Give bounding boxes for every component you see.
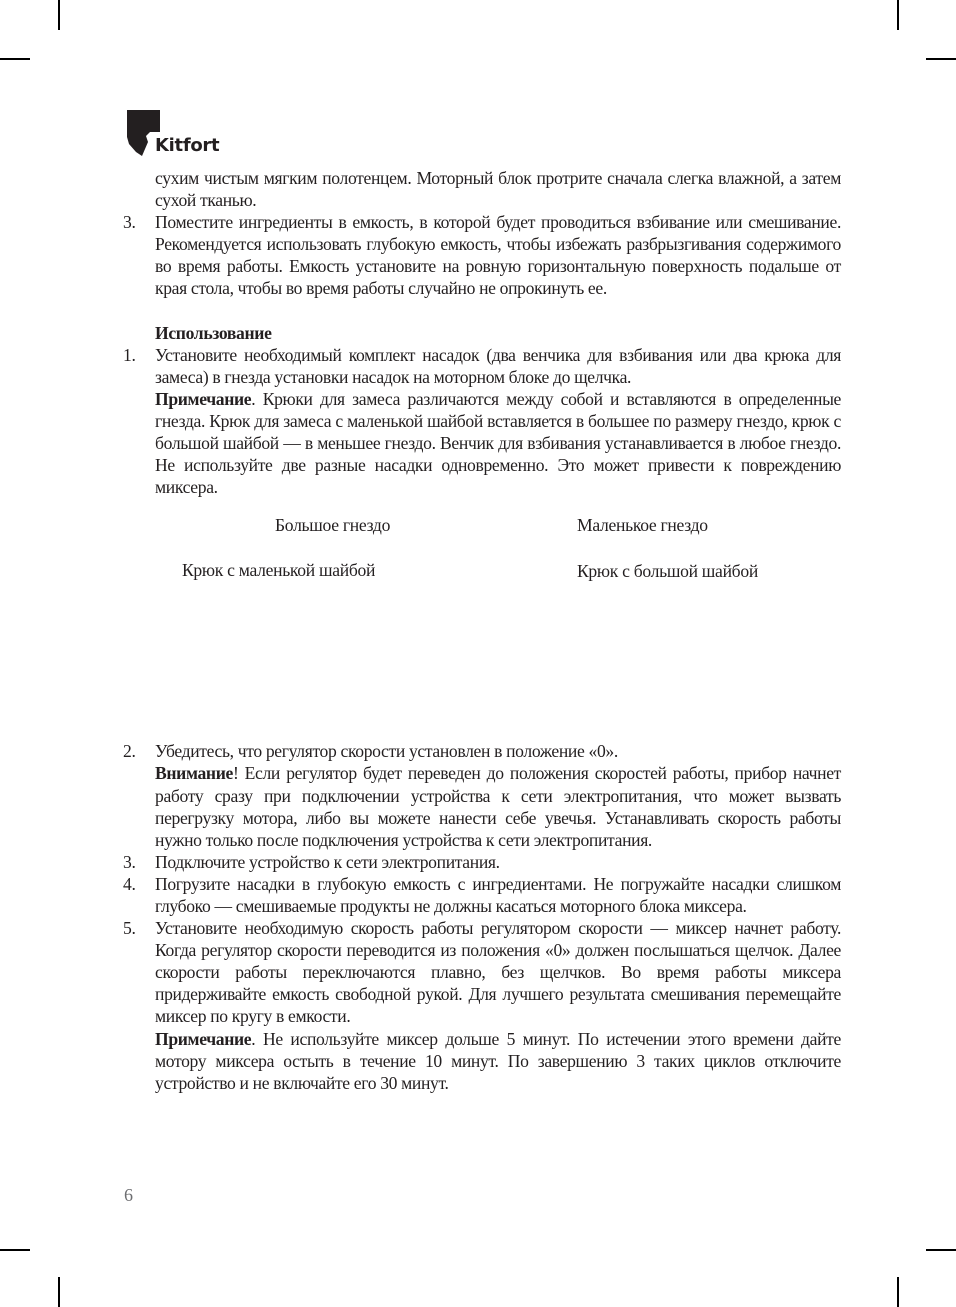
usage-step-2 — [120, 740, 841, 850]
brand-name: Kitfort — [155, 135, 220, 156]
label-small-socket: Маленькое гнездо — [577, 515, 708, 536]
note-label: Примечание — [155, 1028, 252, 1049]
step-number: 3. — [123, 851, 136, 872]
step-text: Установите необходимый комплект насадок (два венчика для взбивания или два крюка для замеса) в гнезда установки насадок на моторном блоке до щелчка. — [155, 344, 841, 387]
usage-step-1 — [120, 344, 841, 499]
step-text: Погрузите насадки в глубокую емкость с ингредиентами. Не погружайте насадки слишком глубоко — смешиваемые продукты не должны касаться моторного блока миксера. — [155, 873, 841, 916]
warning-label: Внимание — [155, 763, 233, 784]
crop-mark — [58, 0, 60, 30]
crop-mark — [0, 58, 30, 60]
crop-mark — [58, 1277, 60, 1307]
prep-step-3 — [120, 211, 841, 299]
warning-text: ! Если регулятор будет переведен до положения скоростей работы, прибор начнет работу сразу при подключении устройства к сети электропитания, что может вызвать перегрузку мотора, либо вы можете нанести себе увечья. Устанавливать скорость работы нужно только после подключения устройства к сети электропитания. — [155, 763, 841, 850]
step-text: Поместите ингредиенты в емкость, в которой будет проводиться взбивание или смешивание. Рекомендуется использовать глубокую емкость, чтобы избежать разбрызгивания содержимого во время работы. Емкость установите на ровную горизонтальную поверхность подальше от края стола, чтобы во время работы случайно не опрокинуть ее. — [155, 212, 841, 299]
attachment-diagram — [120, 498, 841, 740]
note-text: . Не используйте миксер дольше 5 минут. По истечении этого времени дайте мотору миксера остыть в течение 10 минут. По завершению 3 таких циклов отключите устройство и не включайте его 30 минут. — [155, 1028, 841, 1093]
continuation-paragraph: сухим чистым мягким полотенцем. Моторный блок протрите сначала слегка влажной, а затем сухой тканью. — [155, 168, 841, 211]
step-number: 4. — [123, 873, 136, 894]
step-warning — [155, 762, 841, 850]
usage-step-4 — [120, 873, 841, 917]
note-text: . Крюки для замеса различаются между собой и вставляются в определенные гнезда. Крюк для замеса с маленькой шайбой вставляется в большее по размеру гнездо, крюк с большой шайбой — в меньшее гнездо. Венчик для взбивания устанавливается в любое гнездо. Не используйте две разные насадки одновременно. Это может привести к повреждению миксера. — [155, 388, 841, 498]
crop-mark — [926, 1249, 956, 1251]
section-heading: Использование — [155, 322, 272, 343]
page-number: 6 — [124, 1185, 133, 1205]
label-hook-large-washer: Крюк с большой шайбой — [577, 561, 758, 582]
step-number: 1. — [123, 344, 136, 365]
crop-mark — [897, 0, 899, 30]
mixer-sockets-diagram-icon — [120, 498, 841, 740]
note-label: Примечание — [155, 388, 252, 409]
step-text: Установите необходимую скорость работы регулятором скорости — миксер начнет работу. Когда регулятор скорости переводится из положения «0» должен послышаться щелчок. Далее скорости работы переключаются плавно, без щелчков. Во время работы миксера придерживайте емкость свободной рукой. Для лучшего результата смешивания перемещайте миксер по кругу в емкости. — [155, 918, 841, 1027]
step-number: 3. — [123, 212, 136, 233]
step-text: Подключите устройство к сети электропитания. — [155, 851, 500, 872]
step-text: Убедитесь, что регулятор скорости установлен в положение «0». — [155, 741, 618, 762]
usage-step-3 — [120, 851, 841, 873]
step-note — [155, 388, 841, 498]
step-number: 2. — [123, 741, 136, 762]
crop-mark — [897, 1277, 899, 1307]
usage-step-5 — [120, 917, 841, 1094]
label-hook-small-washer: Крюк с маленькой шайбой — [182, 560, 376, 581]
step-note — [155, 1028, 841, 1094]
crop-mark — [0, 1249, 30, 1251]
crop-mark — [926, 58, 956, 60]
label-large-socket: Большое гнездо — [275, 515, 391, 536]
page-content — [120, 167, 841, 1094]
step-number: 5. — [123, 918, 136, 939]
